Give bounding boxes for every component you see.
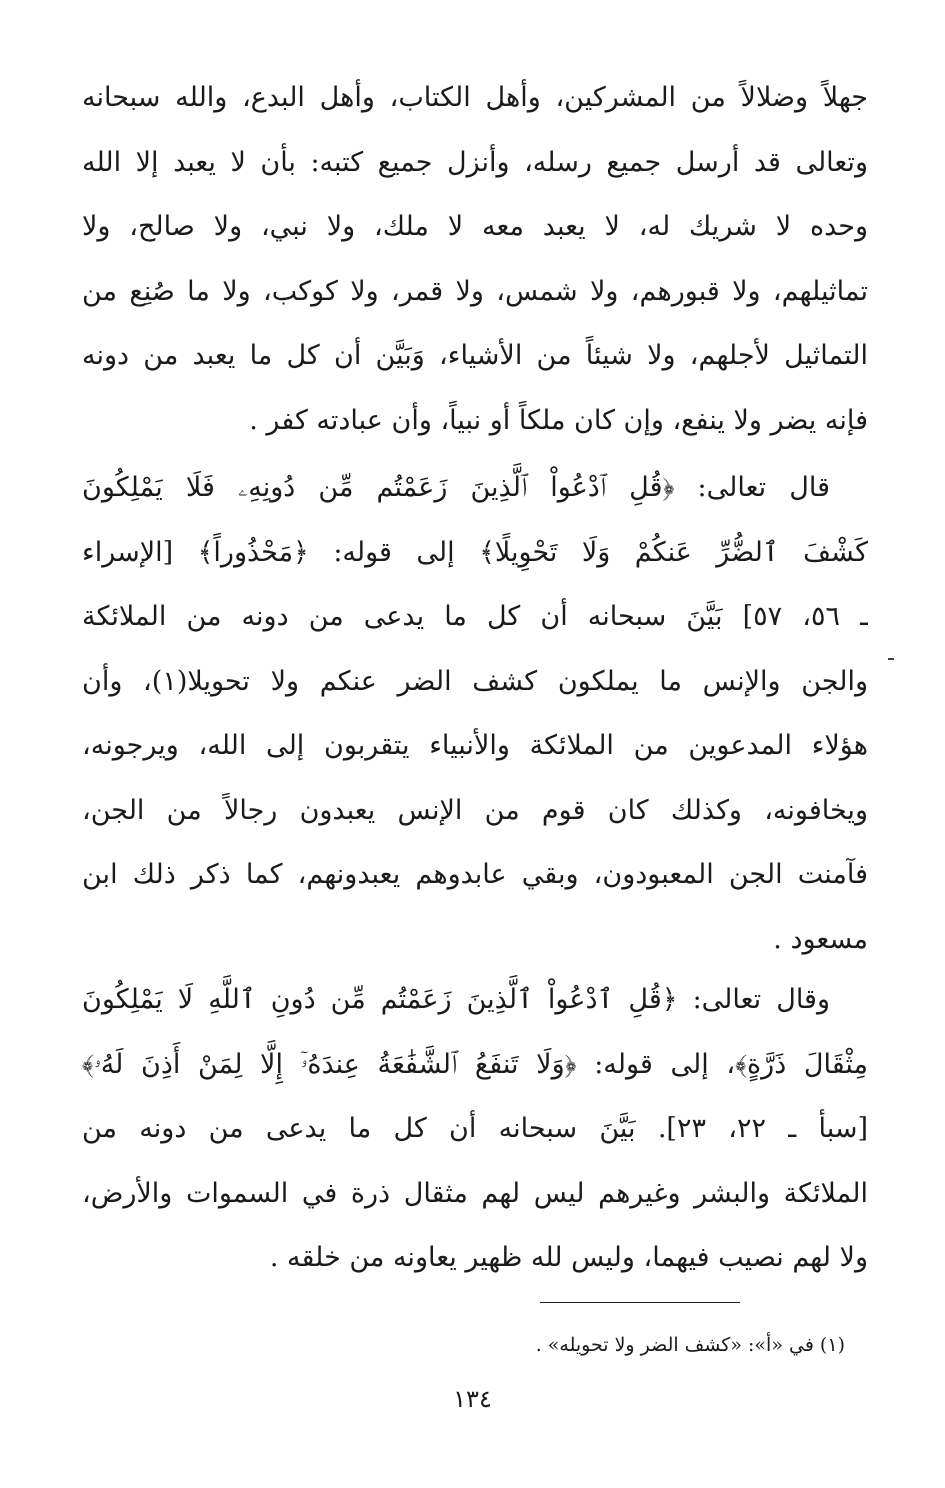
text-line: مِثْقَالَ ذَرَّةٍ﴾، إلى قوله: ﴿وَلَا تَنفَعُ ٱلشَّفَٰعَةُ عِندَهُۥٓ إِلَّا لِمَنْ أَذِنَ لَهُۥ﴾: [82, 1048, 868, 1080]
text-line: فآمنت الجن المعبودون، وبقي عابدوهم يعبدونهم، كما ذكر ذلك ابن: [82, 859, 868, 890]
text-line: الملائكة والبشر وغيرهم ليس لهم مثقال ذرة في السموات والأرض،: [82, 1177, 868, 1209]
paragraph-2: [82, 456, 868, 972]
margin-mark: [888, 658, 894, 660]
text-line: كَشْفَ ٱلضُّرِّ عَنكُمْ وَلَا تَحْوِيلًا﴾ إلى قوله: ﴿مَحْذُوراً﴾ [الإسراء: [82, 536, 868, 568]
text-line: هؤلاء المدعوين من الملائكة والأنبياء يتقربون إلى الله، ويرجونه،: [82, 730, 868, 761]
footnote: (١) في «أ»: «كشف الضر ولا تحويله» .: [535, 1334, 845, 1356]
footnote-separator: [540, 1302, 740, 1303]
text-line: والجن والإنس ما يملكون كشف الضر عنكم ولا تحويلا(١)، وأن: [82, 665, 868, 697]
text-line: ولا لهم نصيب فيهما، وليس لله ظهير يعاونه من خلقه .: [269, 1242, 868, 1273]
text-line: جهلاً وضلالاً من المشركين، وأهل الكتاب، وأهل البدع، والله سبحانه: [82, 82, 868, 113]
paragraph-3: [82, 968, 868, 1291]
text-line: فإنه يضر ولا ينفع، وإن كان ملكاً أو نبياً، وأن عبادته كفر .: [249, 404, 868, 436]
text-line: [سبأ ـ ٢٢، ٢٣]. بَيَّنَ سبحانه أن كل ما يدعى من دونه من: [82, 1113, 868, 1144]
text-line: وحده لا شريك له، لا يعبد معه لا ملك، ولا نبي، ولا صالح، ولا: [82, 211, 868, 242]
text-line: وتعالى قد أرسل جميع رسله، وأنزل جميع كتبه: بأن لا يعبد إلا الله: [82, 146, 868, 178]
text-line: قال تعالى: ﴿قُلِ ٱدْعُواْ ٱلَّذِينَ زَعَمْتُم مِّن دُونِهِۦ فَلَا يَمْلِكُونَ: [82, 472, 830, 503]
text-line: ويخافونه، وكذلك كان قوم من الإنس يعبدون رجالاً من الجن،: [82, 794, 868, 826]
text-line: التماثيل لأجلهم، ولا شيئاً من الأشياء، وَبَيَّن أن كل ما يعبد من دونه: [82, 340, 868, 371]
text-line: مسعود .: [773, 923, 868, 955]
text-line: وقال تعالى: ﴿قُلِ ٱدْعُواْ ٱلَّذِينَ زَعَمْتُم مِّن دُونِ ٱللَّهِ لَا يَمْلِكُونَ: [82, 984, 830, 1015]
paragraph-1: [82, 66, 868, 453]
text-line: ـ ٥٦، ٥٧] بَيَّنَ سبحانه أن كل ما يدعى من دونه من الملائكة: [82, 601, 868, 632]
text-line: تماثيلهم، ولا قبورهم، ولا شمس، ولا قمر، ولا كوكب، ولا ما صُنِع من: [82, 275, 868, 307]
page-number: ١٣٤: [453, 1385, 492, 1413]
